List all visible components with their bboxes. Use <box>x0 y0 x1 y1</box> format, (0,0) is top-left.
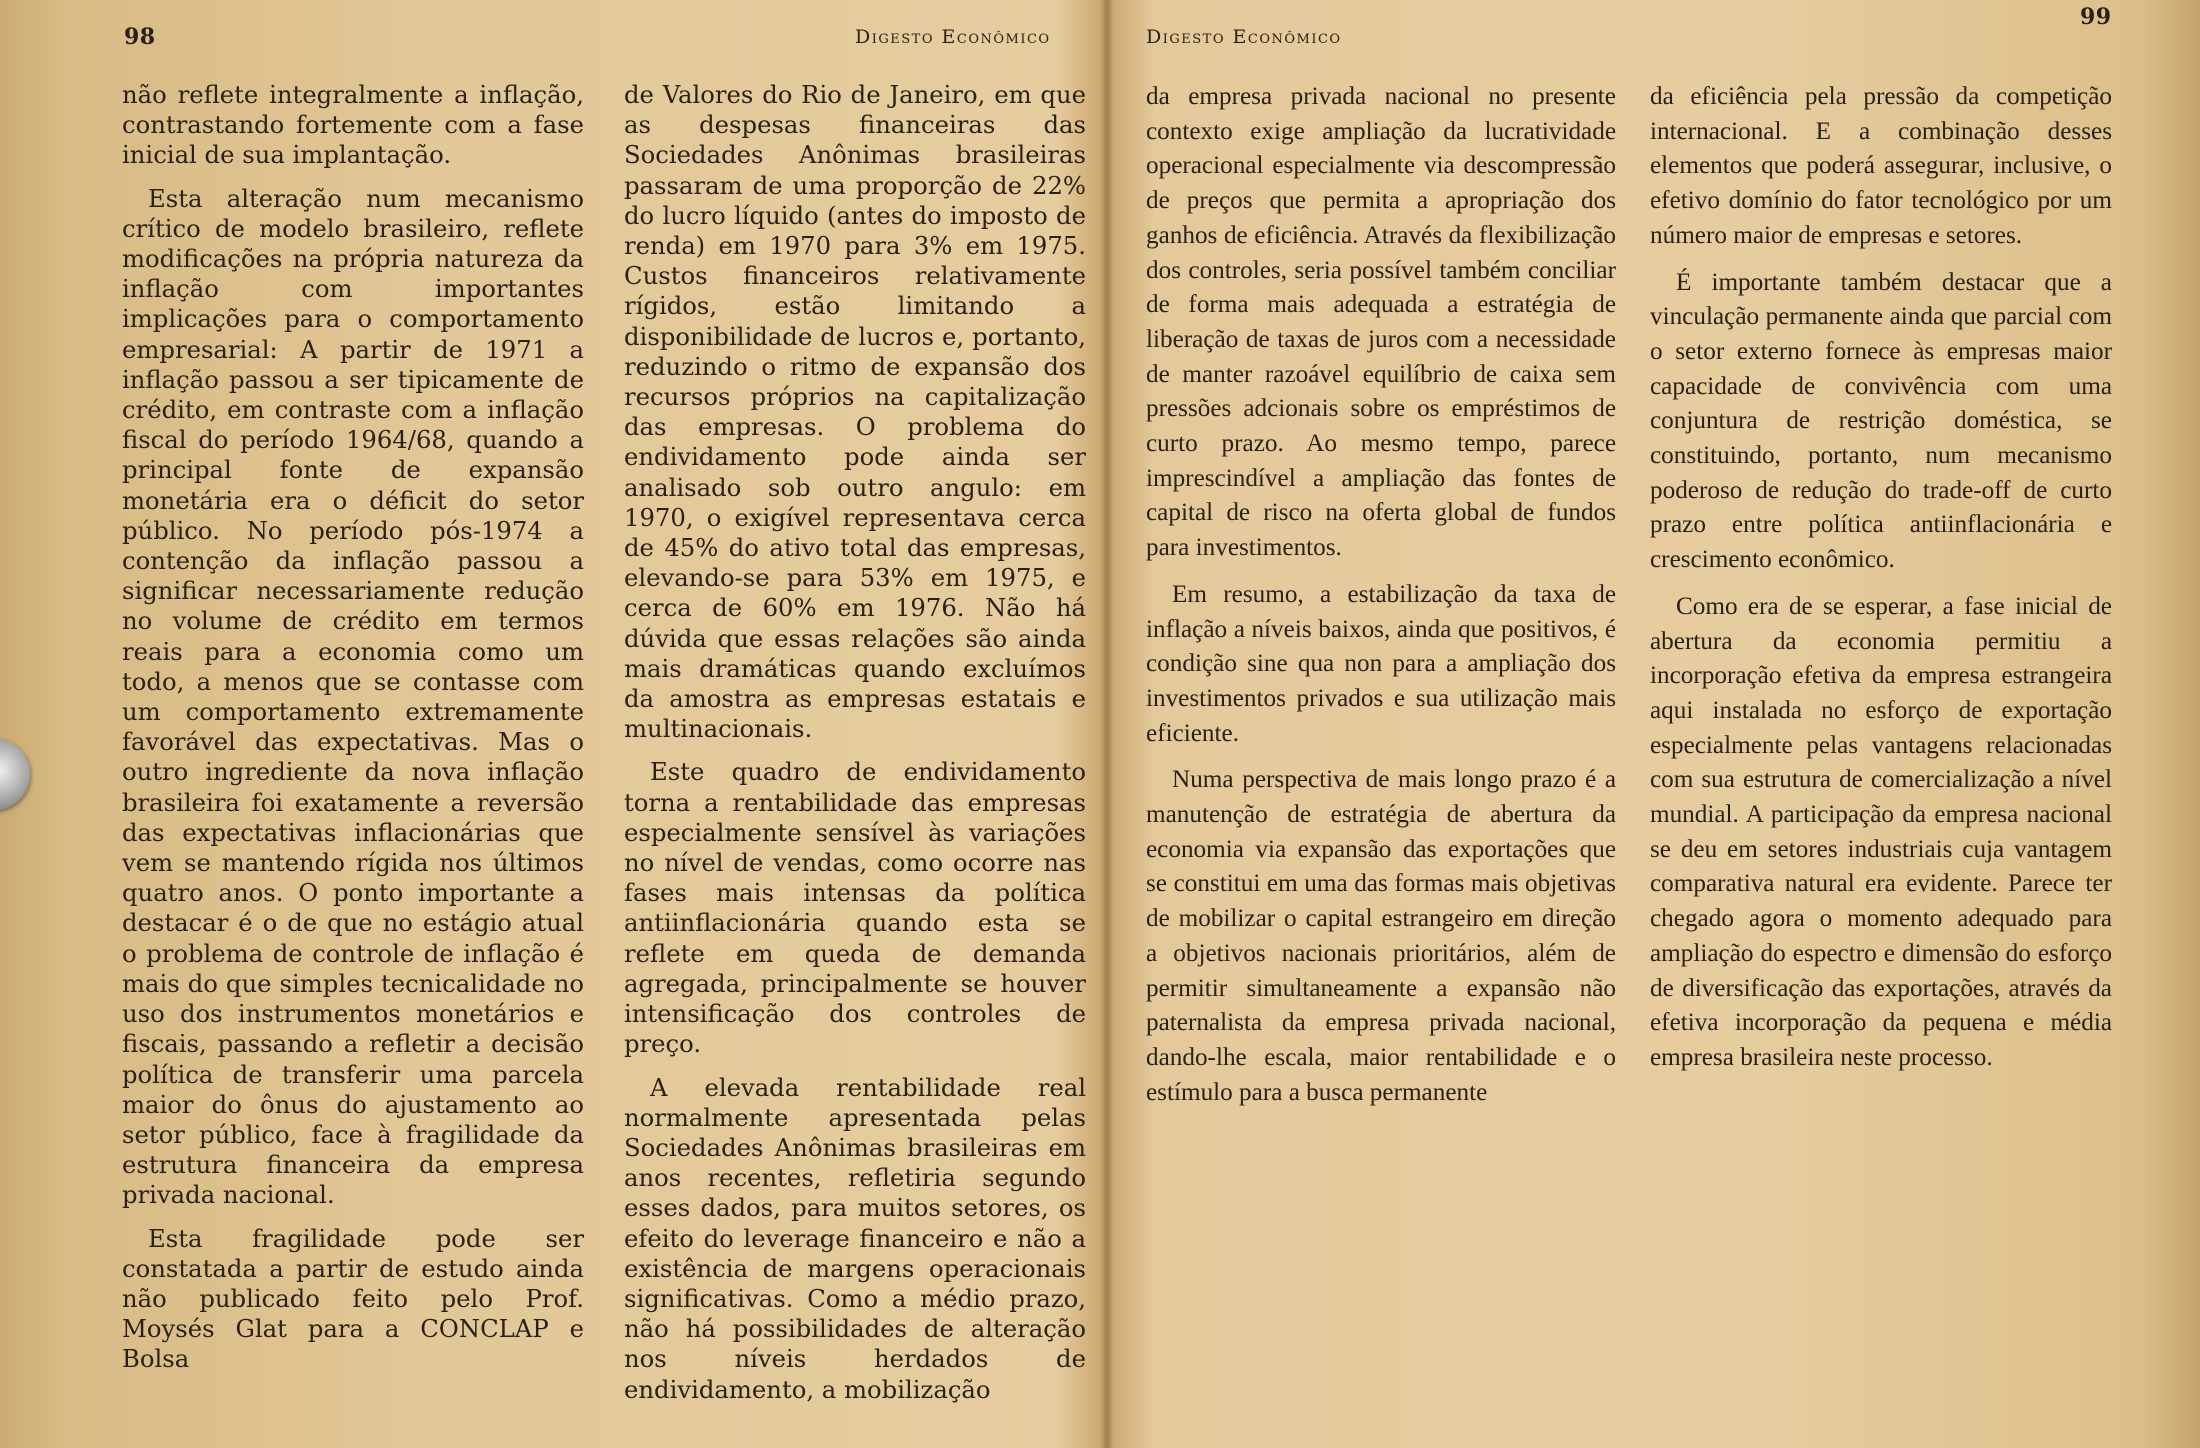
left-page-number: 98 <box>124 24 156 50</box>
paragraph: da empresa privada nacional no presente contexto exige ampliação da lucratividade operacional especialmente via descompressão de preços que permita a apropriação dos ganhos de eficiência. Através da flexibilização dos controles, seria possível também conciliar de forma mais adequada a estratégia de liberação de taxas de juros com a necessidade de manter razoável equilíbrio de caixa sem pressões adcionais sobre os empréstimos de curto prazo. Ao mesmo tempo, parece imprescindível a ampliação das fontes de capital de risco na oferta global de fundos para investimentos. <box>1146 83 1616 562</box>
right-running-head: Digesto Econômico <box>1146 26 1342 48</box>
paragraph: Como era de se esperar, a fase inicial de abertura da economia permitiu a incorporação efetiva da empresa estrangeira aqui instalada no esforço de exportação especialmente pelas vantagens relacionadas com sua estrutura de comercialização a nível mundial. A participação da empresa nacional se deu em setores industriais cuja vantagem comparativa natural era evidente. Parece ter chegado agora o momento adequado para ampliação do espectro e dimensão do esforço de diversificação das exportações, através da efetiva incorporação da pequena e média empresa brasileira neste processo. <box>1650 592 2112 1071</box>
right-column-1 <box>1146 80 1616 1122</box>
paragraph: A elevada rentabilidade real normalmente apresentada pelas Sociedades Anônimas brasileiras em anos recentes, refletiria segundo esses dados, para muitos setores, os efeito do leverage financeiro e não a existência de margens operacionais significativas. Como a médio prazo, não há possibilidades de alteração nos níveis herdados de endividamento, a mobilização <box>624 1072 1086 1404</box>
paragraph: Este quadro de endividamento torna a rentabilidade das empresas especialmente sensível às variações no nível de vendas, como ocorre nas fases mais intensas da política antiinflacionária quando esta se reflete em queda de demanda agregada, principalmente se houver intensificação dos controles de preço. <box>624 757 1086 1059</box>
paragraph: Esta alteração num mecanismo crítico de modelo brasileiro, reflete modificações na própria natureza da inflação com importantes implicações para o comportamento empresarial: A partir de 1971 a inflação passou a ser tipicamente de crédito, em contraste com a inflação fiscal do período 1964/68, quando a principal fonte de expansão monetária era o déficit do setor público. No período pós-1974 a contenção da inflação passou a significar necessariamente redução no volume de crédito em termos reais para a economia como um todo, a menos que se contasse com um comportamento extremamente favorável das expectativas. Mas o outro ingrediente da nova inflação brasileira foi exatamente a reversão das expectativas inflacionárias que vem se mantendo rígida nos últimos quatro anos. O ponto importante a destacar é o de que no estágio atual o problema de controle de inflação é mais do que simples tecnicalidade no uso dos instrumentos monetários e fiscais, passando a refletir a decisão política de transferir uma parcela maior do ônus do ajustamento ao setor público, face à fragilidade da estrutura financeira da empresa privada nacional. <box>122 183 584 1210</box>
right-column-2 <box>1650 80 2112 1088</box>
paragraph: de Valores do Rio de Janeiro, em que as despesas financeiras das Sociedades Anônimas brasileiras passaram de uma proporção de 22% do lucro líquido (antes do imposto de renda) em 1970 para 3% em 1975. Custos financeiros relativamente rígidos, estão limitando a disponibilidade de lucros e, portanto, reduzindo o ritmo de expansão dos recursos próprios na capitalização das empresas. O problema do endividamento pode ainda ser analisado sob outro angulo: em 1970, o exigível representava cerca de 45% do ativo total das empresas, elevando-se para 53% em 1975, e cerca de 60% em 1976. Não há dúvida que essas relações são ainda mais dramáticas quando excluímos da amostra as empresas estatais e multinacionais. <box>624 80 1086 744</box>
paragraph: Em resumo, a estabilização da taxa de inflação a níveis baixos, ainda que positivos, é condição sine qua non para a ampliação dos investimentos privados e sua utilização mais eficiente. <box>1146 580 1616 747</box>
paragraph: não reflete integralmente a inflação, contrastando fortemente com a fase inicial de sua implantação. <box>122 80 584 170</box>
left-running-head: Digesto Econômico <box>855 26 1051 48</box>
paragraph: Esta fragilidade pode ser constatada a partir de estudo ainda não publicado feito pelo Prof. Moysés Glat para a CONCLAP e Bolsa <box>122 1223 584 1374</box>
metal-clip <box>0 738 30 810</box>
paragraph: É importante também destacar que a vinculação permanente ainda que parcial com o setor externo fornece às empresas maior capacidade de convivência com uma conjuntura de restrição doméstica, se constituindo, portanto, num mecanismo poderoso de redução do trade-off de curto prazo entre política antiinflacionária e crescimento econômico. <box>1650 268 2112 574</box>
left-column-1 <box>122 80 584 1388</box>
left-column-2 <box>624 80 1086 1418</box>
right-page-number: 99 <box>2080 4 2112 30</box>
paragraph: da eficiência pela pressão da competição internacional. E a combinação desses elementos que poderá assegurar, inclusive, o efetivo domínio do fator tecnológico por um número maior de empresas e setores. <box>1650 83 2112 249</box>
right-page <box>1112 0 2200 1448</box>
paragraph: Numa perspectiva de mais longo prazo é a manutenção de estratégia de abertura da economia via expansão das exportações que se constitui em uma das formas mais objetivas de mobilizar o capital estrangeiro em direção a objetivos nacionais prioritários, além de permitir simultaneamente a expansão não paternalista da empresa privada nacional, dando-lhe escala, maior rentabilidade e o estímulo para a busca permanente <box>1146 766 1616 1106</box>
